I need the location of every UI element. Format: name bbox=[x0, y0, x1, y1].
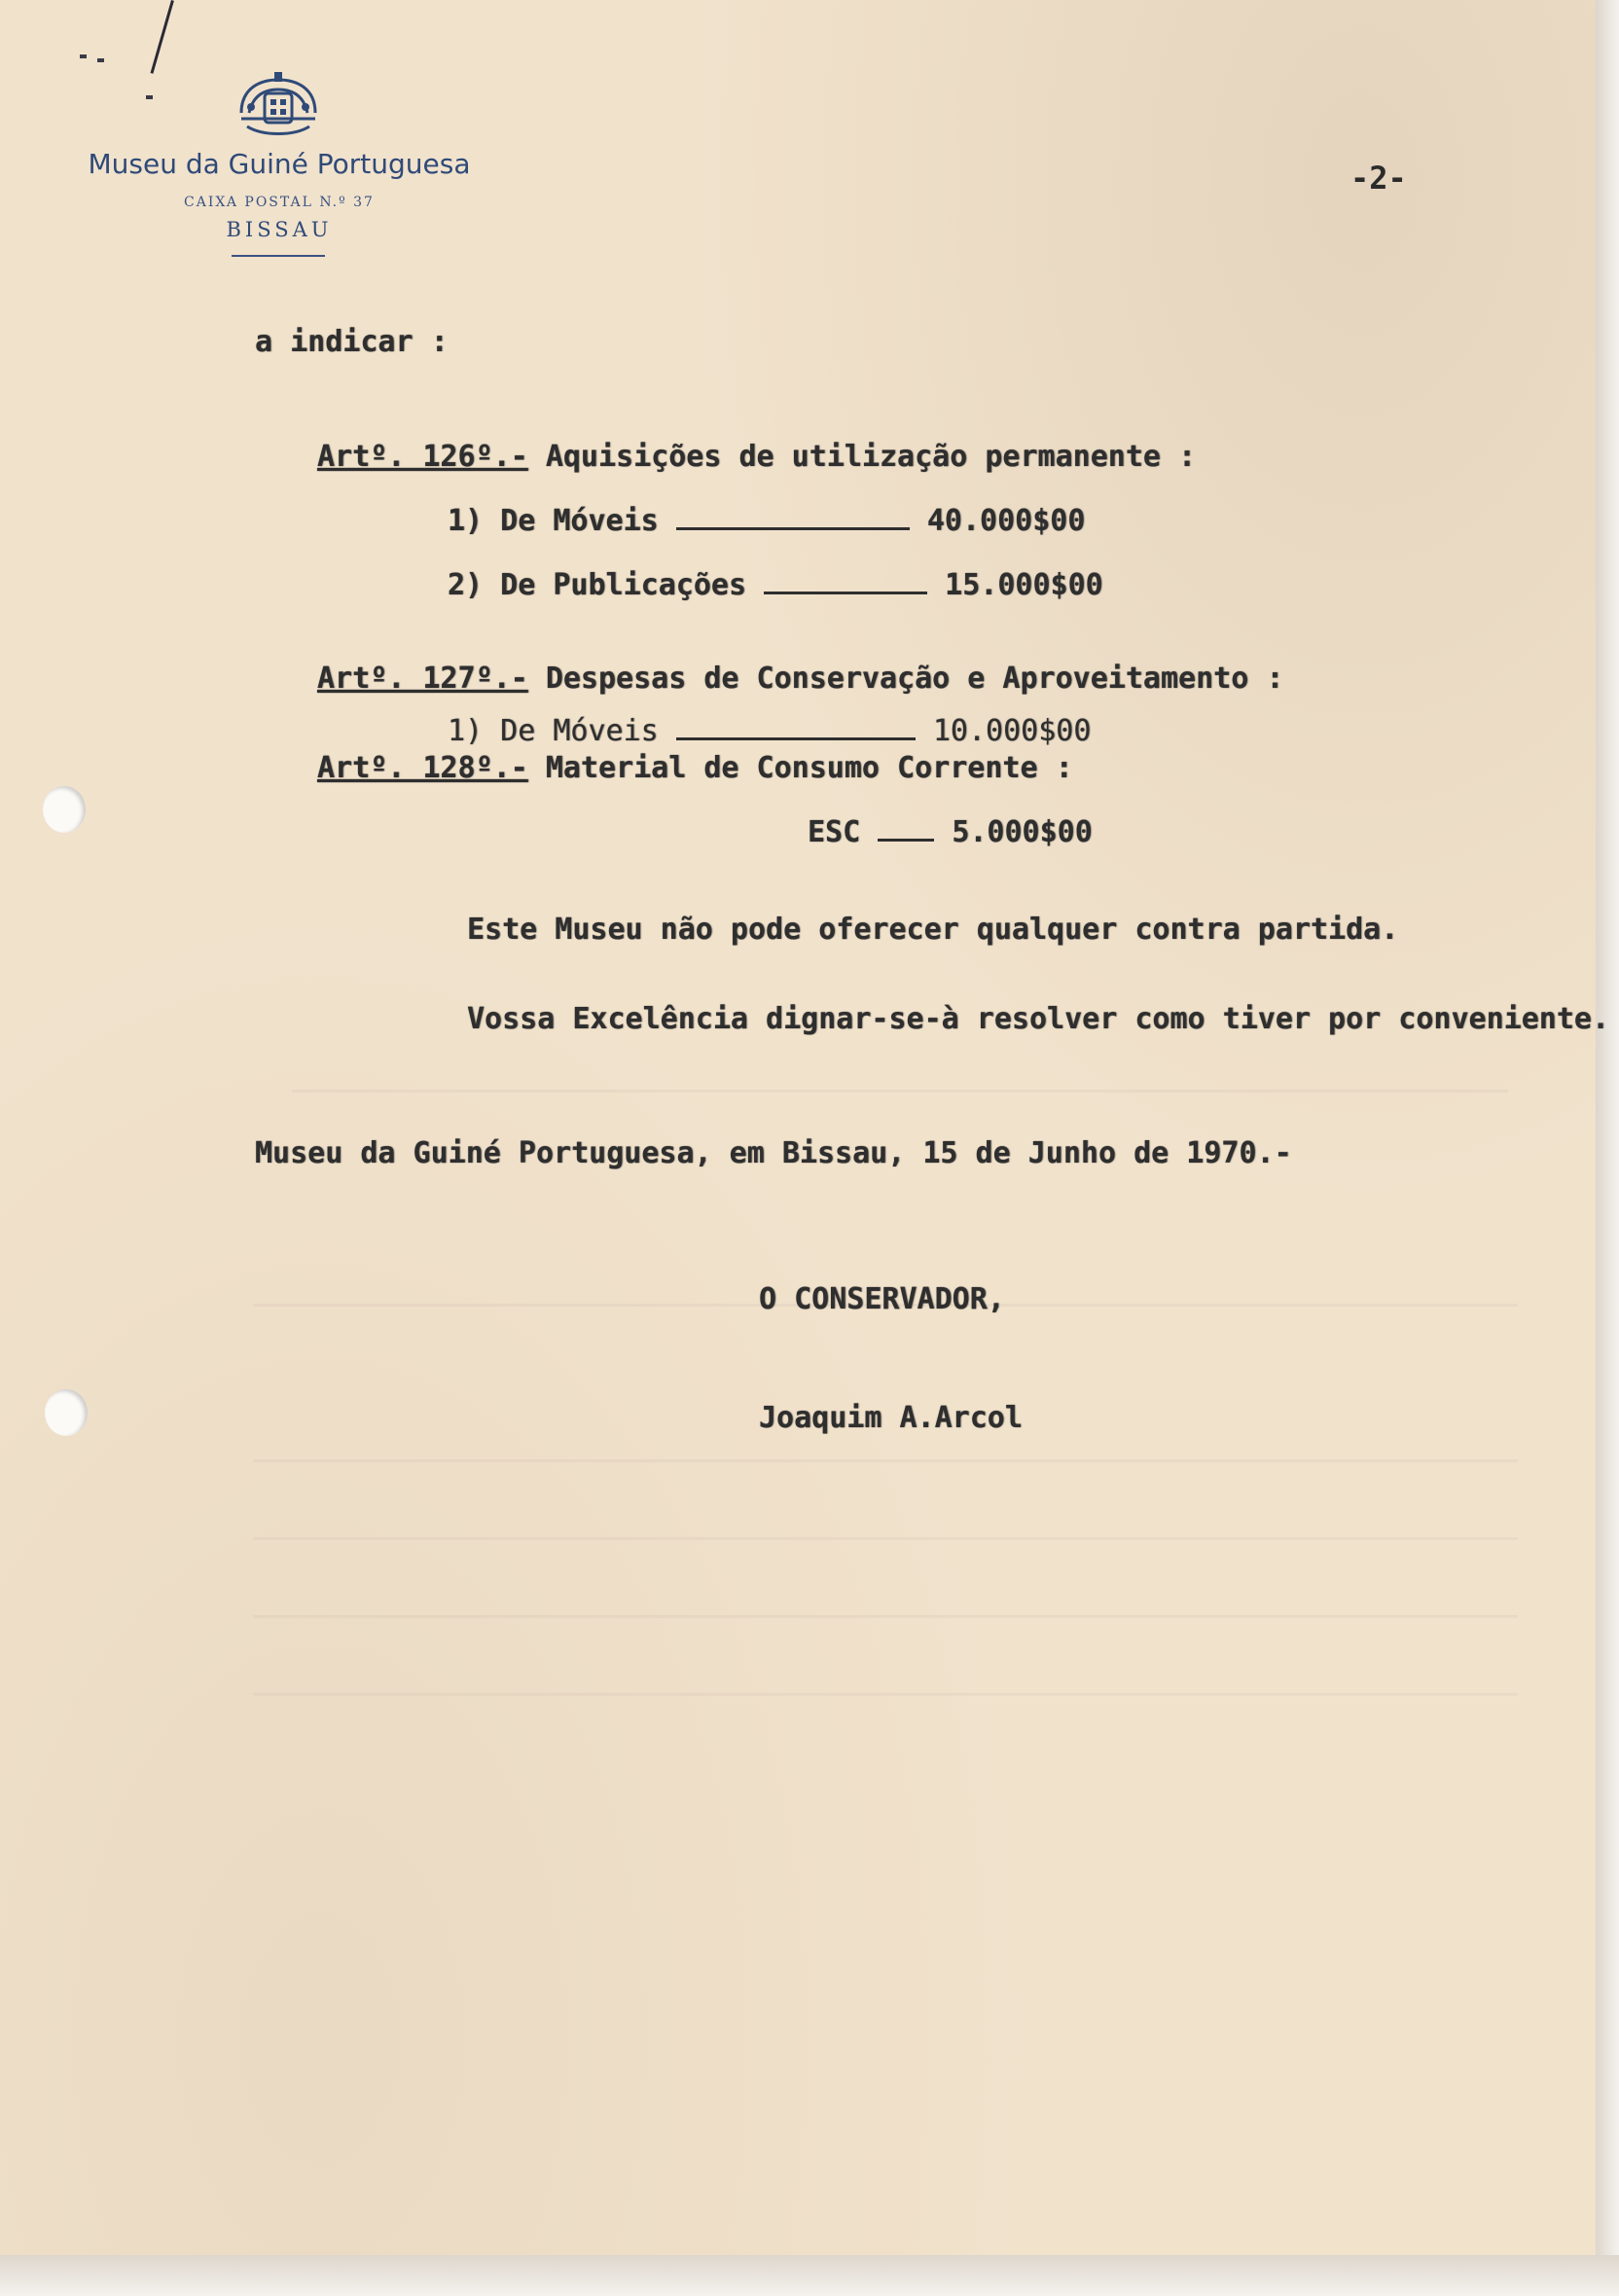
institution-name: Museu da Guiné Portuguesa bbox=[88, 148, 471, 180]
item-label: 2) De Publicações bbox=[448, 568, 747, 602]
fill-line bbox=[878, 833, 934, 842]
punch-hole-lower bbox=[45, 1389, 88, 1436]
article-127 bbox=[317, 662, 1283, 696]
city: BISSAU bbox=[226, 218, 333, 241]
coat-of-arms-icon bbox=[232, 70, 325, 140]
fill-line bbox=[764, 586, 927, 594]
page-edge-shadow bbox=[1596, 0, 1619, 2296]
article-126 bbox=[317, 440, 1196, 474]
fill-line bbox=[676, 521, 910, 530]
pen-dot bbox=[97, 58, 104, 62]
article-ref: Artº. 126º.- bbox=[317, 440, 528, 474]
budget-line bbox=[448, 714, 1091, 748]
budget-line bbox=[808, 815, 1093, 849]
punch-hole-upper bbox=[43, 786, 86, 833]
article-title: Aquisições de utilização permanente : bbox=[545, 440, 1197, 474]
article-title: Material de Consumo Corrente : bbox=[545, 751, 1073, 785]
item-amount: 15.000$00 bbox=[945, 568, 1103, 602]
article-128 bbox=[317, 751, 1073, 785]
po-box: CAIXA POSTAL N.º 37 bbox=[184, 195, 375, 210]
pen-dot bbox=[80, 54, 87, 58]
pen-dot bbox=[146, 95, 153, 99]
fill-line bbox=[676, 732, 916, 740]
bleed-through bbox=[253, 1537, 1518, 1540]
bleed-through bbox=[253, 1459, 1518, 1462]
page-number: -2- bbox=[1350, 160, 1407, 197]
article-ref: Artº. 127º.- bbox=[317, 662, 528, 696]
item-label: 1) De Móveis bbox=[448, 504, 659, 538]
paragraph: Este Museu não pode oferecer qualquer contra partida. bbox=[467, 913, 1399, 947]
article-title: Despesas de Conservação e Aproveitamento : bbox=[545, 662, 1284, 696]
bleed-through bbox=[292, 1090, 1508, 1093]
article-ref: Artº. 128º.- bbox=[317, 751, 528, 785]
bleed-through bbox=[253, 1615, 1518, 1618]
intro-line: a indicar : bbox=[255, 325, 449, 359]
page-bottom-shadow bbox=[0, 2255, 1619, 2296]
budget-line bbox=[448, 504, 1085, 538]
place-date-line: Museu da Guiné Portuguesa, em Bissau, 15 de Junho de 1970.- bbox=[255, 1136, 1292, 1170]
item-label: 1) De Móveis bbox=[448, 714, 659, 748]
bleed-through bbox=[253, 1693, 1518, 1696]
paragraph: Vossa Excelência dignar-se-à resolver como tiver por conveniente. bbox=[467, 1002, 1609, 1036]
letterhead-rule bbox=[232, 255, 325, 257]
item-amount: 10.000$00 bbox=[932, 714, 1092, 748]
signatory-name: Joaquim A.Arcol bbox=[759, 1401, 1023, 1435]
signatory-title: O CONSERVADOR, bbox=[759, 1282, 1005, 1316]
budget-line bbox=[448, 568, 1103, 602]
item-amount: 40.000$00 bbox=[926, 504, 1086, 538]
item-label: ESC bbox=[808, 815, 861, 849]
item-amount: 5.000$00 bbox=[952, 815, 1093, 849]
